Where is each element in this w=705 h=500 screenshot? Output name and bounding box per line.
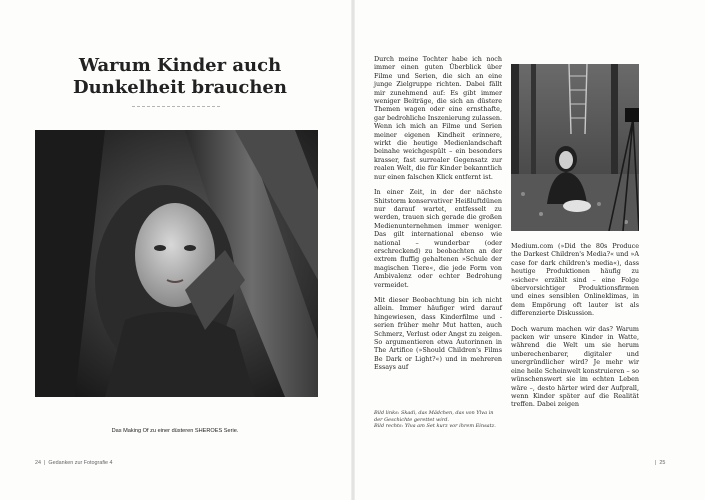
body-column-1 — [374, 55, 502, 379]
right-photo-image — [511, 64, 639, 231]
paragraph: Durch meine Tochter habe ich noch immer einen guten Überblick über Filme und Serien, die sich an eine junge Zielgruppe richten. Dabei fällt mir zunehmend auf: Es gibt immer weniger Beiträge, die sich an düstere Themen wagen oder eine ernsthafte, gar bedrohliche Inszenierung zulassen. Wenn ich mich an Filme und Serien meiner eigenen Kindheit erinnere, wirkt die heutige Medienlandschaft beinahe weichgespült – ein besonders krasser, fast surrealer Gegensatz zur realen Welt, die für Kinder bekanntlich nur einen falschen Klick entfernt ist. — [374, 55, 502, 181]
article-title: Warum Kinder auch Dunkelheit brauchen — [73, 55, 287, 98]
paragraph: Doch warum machen wir das? Warum packen wir unsere Kinder in Watte, während die Welt um sie herum unberechenbarer, digitaler und unergründlicher wird? Je mehr wir eine heile Scheinwelt konstruieren – so wünschenswert sie im echten Leben wäre –, desto härter wird der Aufprall, wenn Kinder später auf die Realität treffen. Dabei zeigen — [511, 324, 639, 409]
left-page-folio — [35, 460, 113, 466]
title-divider — [132, 106, 220, 107]
page-gutter — [351, 0, 355, 500]
paragraph: Medium.com (»Did the 80s Produce the Darkest Children's Media?« und »A case for dark children's media«), dass heutige Produktionen häufig zu »sicher« erzählt sind – eine Folge übervorsichtiger Produktionsfirmen und eines sensiblen Onlineklimas, in dem Empörung oft lauter ist als differenzierte Diskussion. — [511, 242, 639, 318]
photo-credits — [374, 410, 502, 430]
left-page-number: 24 — [35, 460, 41, 466]
credit-left-photo: Bild links: Skadi, das Mädchen, das von Ylva in der Geschichte gerettet wird. — [374, 410, 494, 423]
body-column-2 — [511, 242, 639, 416]
right-photo-girl-in-forest — [511, 64, 639, 231]
right-page-folio — [655, 460, 665, 466]
left-photo-girl-portrait — [35, 130, 318, 397]
running-title: Gedanken zur Fotografie 4 — [48, 460, 113, 466]
right-page-number: 25 — [659, 460, 666, 466]
left-photo-caption: Das Making Of zu einer düsteren SHEROES Serie. — [111, 428, 239, 434]
folio-separator: | — [44, 460, 46, 466]
folio-separator: | — [655, 460, 657, 466]
paragraph: Mit dieser Beobachtung bin ich nicht allein. Immer häufiger wird darauf hingewiesen, dass Kinderfilme und -serien früher mehr Mut hatten, auch Schmerz, Verlust oder Angst zu zeigen. So argumentieren etwa Autorinnen in The Artifice (»Should Children's Films Be Dark or Light?«) und in mehreren Essays auf — [374, 295, 502, 372]
paragraph: In einer Zeit, in der der nächste Shitstorm konservativer Heißluftdünen nur darauf wartet, entfesselt zu werden, trauen sich gerade die großen Medienunternehmen immer weniger. Das gilt international ebenso wie national – wunderbar (oder erschreckend) zu beobachten an der extrem fluffig gehaltenen »Schule der magischen Tiere«, die jede Form von Ambivalenz oder echter Bedrohung vermeidet. — [374, 188, 502, 289]
left-photo-image — [35, 130, 318, 397]
credit-right-photo: Bild rechts: Ylva am Set kurz vor ihrem Einsatz. — [374, 423, 496, 430]
